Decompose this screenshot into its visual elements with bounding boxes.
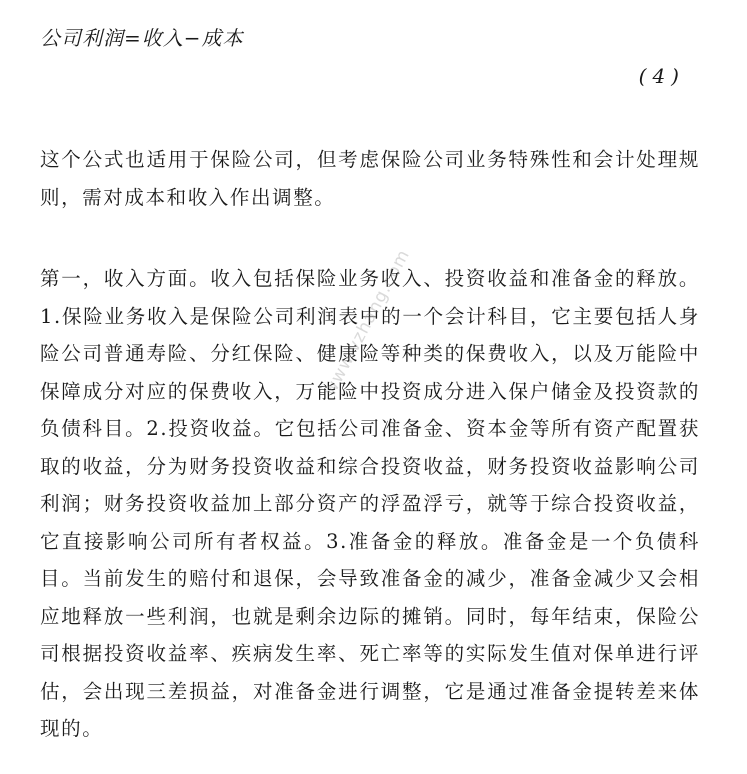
- paragraph-formula-note: 这个公式也适用于保险公司，但考虑保险公司业务特殊性和会计处理规则，需对成本和收入作出调整。: [40, 148, 700, 209]
- equation-number: (4): [638, 64, 685, 88]
- formula-line: 公司利润=收入−成本: [40, 26, 244, 50]
- paragraph-income: 第一，收入方面。收入包括保险业务收入、投资收益和准备金的释放。1.保险业务收入是保险公司利润表中的一个会计科目，它主要包括人身险公司普通寿险、分红保险、健康险等种类的保费收入，以及万能险中保障成分对应的保费收入，万能险中投资成分进入保户储金及投资款的负债科目。2.投资收益。它包括公司准备金、资本金等所有资产配置获取的收益，分为财务投资收益和综合投资收益，财务投资收益影响公司利润；财务投资收益加上部分资产的浮盈浮亏，就等于综合投资收益，它直接影响公司所有者权益。3.准备金的释放。准备金是一个负债科目。当前发生的赔付和退保，会导致准备金的减少，准备金减少又会相应地释放一些利润，也就是剩余边际的摊销。同时，每年结束，保险公司根据投资收益率、疾病发生率、死亡率等的实际发生值对保单进行评估，会出现三差损益，对准备金进行调整，它是通过准备金提转差来体现的。: [40, 267, 700, 740]
- watermark-text: www.vzhang.com: [320, 246, 415, 400]
